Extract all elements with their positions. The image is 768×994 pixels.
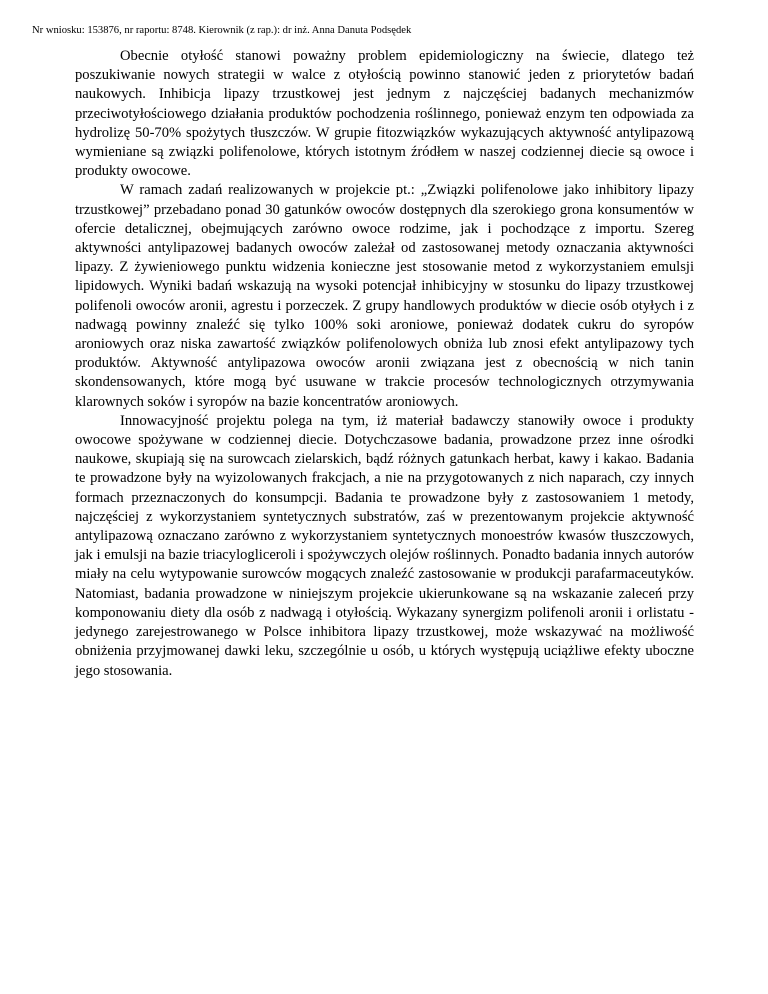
paragraph-intro: Obecnie otyłość stanowi poważny problem epidemiologiczny na świecie, dlatego też poszukiwanie nowych strategii w walce z otyłością powinno stanowić jeden z priorytetów badań naukowych. Inhibicja lipazy trzustkowej jest jednym z najczęściej badanych mechanizmów przeciwotyłościowego działania produktów pochodzenia roślinnego, ponieważ enzym ten odpowiada za hydrolizę 50-70% spożytych tłuszczów. W grupie fitozwiązków wykazujących aktywność antylipazową wymieniane są związki polifenolowe, których istotnym źródłem w naszej codziennej diecie są owoce i produkty owocowe. [75,48,694,180]
paragraph-innovation: Innowacyjność projektu polega na tym, iż materiał badawczy stanowiły owoce i produkty owocowe spożywane w codziennej diecie. Dotychczasowe badania, prowadzone przez inne ośrodki naukowe, skupiają się na surowcach zielarskich, bądź różnych gatunkach herbat, kawy i kakao. Badania te prowadzone były na wyizolowanych frakcjach, a nie na przygotowanych z nich naparach, czy innych formach przeznaczonych do konsumpcji. Badania te prowadzone były z zastosowaniem 1 metody, najczęściej z wykorzystaniem syntetycznych substratów, zaś w prezentowanym projekcie aktywność antylipazową oznaczano zarówno z wykorzystaniem syntetycznych monoestrów kwasów tłuszczowych, jak i emulsji na bazie triacylogliceroli i spożywczych olejów roślinnych. Ponadto badania innych autorów miały na celu wytypowanie surowców mogących znaleźć zastosowanie w produkcji parafarmaceutyków. Natomiast, badania prowadzone w niniejszym projekcie ukierunkowane są na wskazanie zaleceń przy komponowaniu diety dla osób z nadwagą i otyłością. Wykazany synergizm polifenoli aronii i orlistatu - jedynego zarejestrowanego w Polsce inhibitora lipazy trzustkowej, może wskazywać na możliwość obniżenia przyjmowanej dawki leku, szczególnie u osób, u których występują uciążliwe efekty uboczne jego stosowania. [75,412,694,679]
paragraph-project-tasks: W ramach zadań realizowanych w projekcie pt.: „Związki polifenolowe jako inhibitory lipazy trzustkowej” przebadano ponad 30 gatunków owoców dostępnych dla szerokiego grona konsumentów w ofercie detalicznej, obejmujących zarówno owoce rodzime, jak i pochodzące z importu. Szereg aktywności antylipazowej badanych owoców zależał od zastosowanej metody oznaczania aktywności lipazy. Z żywieniowego punktu widzenia konieczne jest stosowanie metod z wykorzystaniem emulsji lipidowych. Wyniki badań wskazują na wysoki potencjał inhibicyjny w stosunku do lipazy trzustkowej polifenoli owoców aronii, agrestu i porzeczek. Z grupy handlowych produktów w diecie osób otyłych i z nadwagą powinny znaleźć się tylko 100% soki aroniowe, ponieważ dodatek cukru do syropów aroniowych oraz niska zawartość związków polifenolowych obniża lub znosi efekt antylipazowy tych produktów. Aktywność antylipazowa owoców aronii związana jest z obecnością w nich tanin skondensowanych, które mogą być usuwane w trakcie procesów technologicznych otrzymywania klarownych soków i syropów na bazie koncentratów aroniowych. [75,182,694,410]
page-header: Nr wniosku: 153876, nr raportu: 8748. Kierownik (z rap.): dr inż. Anna Danuta Podsędek [32,25,412,36]
document-body [75,47,694,681]
